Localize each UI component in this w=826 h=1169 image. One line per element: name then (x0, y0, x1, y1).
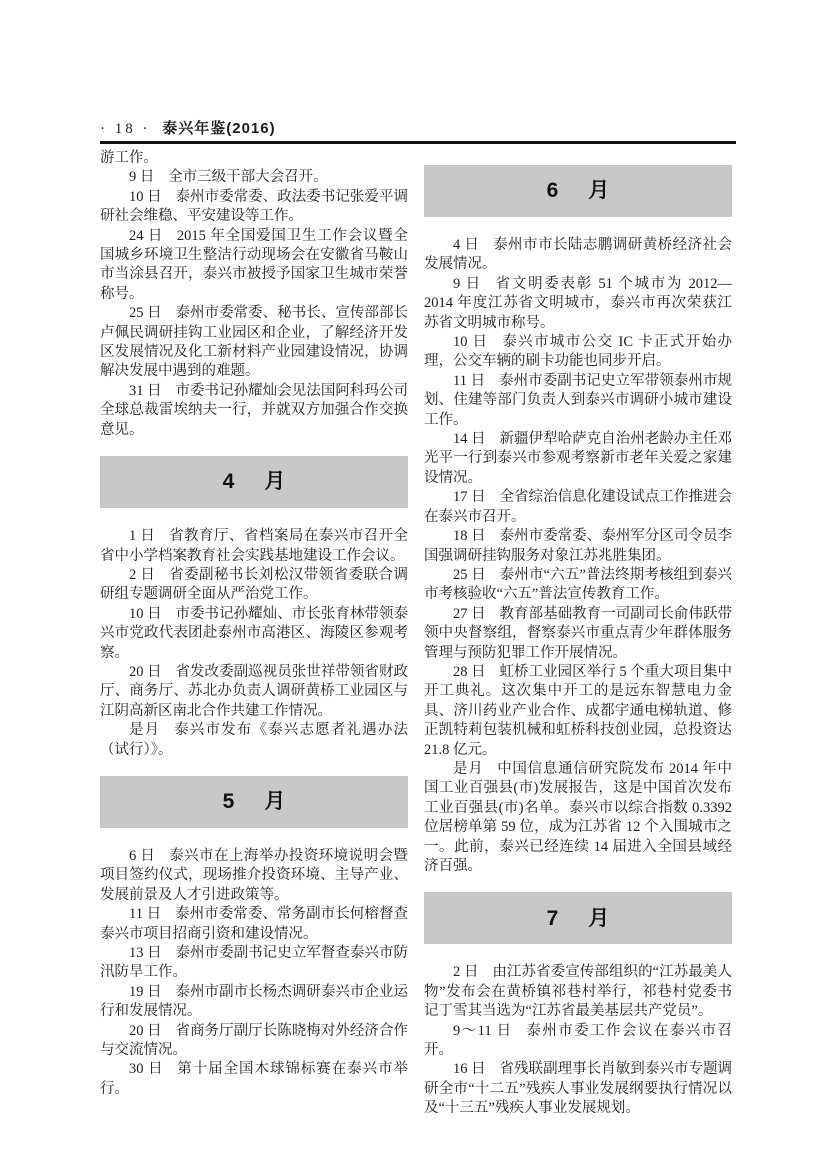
entry-text: 省委副秘书长刘松汉带领省委联合调研组专题调研全面从严治党工作。 (100, 566, 409, 603)
entry-paragraph (100, 527, 408, 566)
entry-date: 25 日 (129, 305, 162, 322)
entry-text: 省残联副理事长肖敏到泰兴市专题调研全市“十二五”残疾人事业发展纲要执行情况以及“十三五”残疾人事业发展规划。 (424, 1061, 733, 1117)
entry-paragraph (100, 227, 408, 305)
entry-text: 泰州市“六五”普法终期考核组到泰兴市考核验收“六五”普法宣传教育工作。 (424, 566, 732, 603)
month-number: 6 (546, 179, 559, 203)
content-columns (100, 149, 732, 1119)
entry-date: 11 日 (129, 906, 162, 923)
entry-date: 是月 (129, 722, 161, 739)
entry-text: 2015 年全国爱国卫生工作会议暨全国城乡环境卫生整洁行动现场会在安徽省马鞍山市当涂县召开，泰兴市被授予国家卫生城市荣誉称号。 (100, 227, 408, 302)
entry-date: 16 日 (453, 1061, 486, 1078)
month-heading (424, 165, 732, 217)
entry-paragraph (100, 168, 408, 187)
entry-paragraph (100, 983, 408, 1022)
entry-paragraph (424, 430, 732, 488)
entry-paragraph (100, 605, 408, 663)
entry-paragraph (424, 566, 732, 605)
entry-date: 10 日 (129, 188, 162, 205)
entry-paragraph (100, 304, 408, 382)
month-number: 4 (222, 470, 235, 494)
entry-paragraph (424, 605, 732, 663)
entry-paragraph (424, 663, 732, 760)
entry-paragraph (100, 905, 408, 944)
entry-paragraph (424, 1060, 732, 1118)
entry-paragraph (100, 721, 408, 760)
entry-text: 中国信息通信研究院发布 2014 年中国工业百强县(市)发展报告，这是中国首次发布工业百强县(市)名单。泰兴市以综合指数 0.3392 位居榜单第 59 位，成为江苏省 12 个入围城市之一。此前，泰兴已经连续 14 届进入全国县域经济百强。 (424, 760, 733, 874)
entry-text: 泰州市委副书记史立军带领泰州市规划、住建等部门负责人到泰兴市调研小城市建设工作。 (424, 372, 733, 428)
entry-paragraph (424, 963, 732, 1021)
entry-date: 17 日 (453, 489, 486, 506)
entry-date: 27 日 (453, 605, 486, 622)
entry-text: 泰州市副市长杨杰调研泰兴市企业运行和发展情况。 (100, 983, 409, 1020)
entry-date: 19 日 (129, 983, 162, 1000)
month-unit: 月 (264, 470, 286, 494)
month-heading (100, 776, 408, 828)
entry-date: 28 日 (453, 663, 486, 680)
entry-date: 11 日 (453, 372, 486, 389)
entry-date: 2 日 (453, 964, 479, 981)
entry-paragraph (100, 188, 408, 227)
month-heading (100, 456, 408, 508)
entry-date: 10 日 (129, 605, 162, 622)
entry-text: 省教育厅、省档案局在泰兴市召开全省中小学档案教育社会实践基地建设工作会议。 (100, 528, 409, 564)
entry-date: 是月 (453, 760, 484, 777)
left-column (100, 149, 408, 1099)
month-heading (424, 892, 732, 944)
entry-text: 游工作。 (100, 150, 158, 166)
entry-date: 20 日 (129, 1022, 162, 1039)
entry-date: 6 日 (129, 847, 156, 864)
entry-date: 18 日 (453, 528, 486, 545)
month-unit: 月 (588, 179, 610, 203)
entry-text: 泰兴市城市公交 IC 卡正式开始办理，公交车辆的刷卡功能也同步开启。 (424, 334, 733, 370)
entry-paragraph (100, 944, 408, 983)
entry-text: 教育部基础教育一司副司长俞伟跃带领中央督察组，督察泰兴市重点青少年群体服务管理与预防犯罪工作开展情况。 (424, 605, 733, 661)
entry-date: 1 日 (129, 528, 156, 545)
entry-text: 泰兴市发布《泰兴志愿者礼遇办法（试行）》。 (100, 722, 409, 758)
entry-text: 泰州市委常委、泰州军分区司令员李国强调研挂钩服务对象江苏兆胜集团。 (424, 528, 733, 564)
entry-text: 泰州市委副书记史立军督查泰兴市防汛防旱工作。 (100, 945, 409, 981)
entry-paragraph (424, 488, 732, 527)
entry-text: 市委书记孙耀灿会见法国阿科玛公司全球总裁雷埃纳夫一行，并就双方加强合作交换意见。 (100, 382, 409, 438)
header-rule (100, 141, 736, 144)
entry-text: 泰州市委工作会议在泰兴市召开。 (424, 1022, 732, 1059)
entry-paragraph (100, 1022, 408, 1061)
entry-date: 24 日 (129, 227, 164, 244)
entry-text: 全市三级干部大会召开。 (168, 169, 328, 186)
entry-text: 市委书记孙耀灿、市长张育林带领泰兴市党政代表团赴泰州市高港区、海陵区参观考察。 (100, 605, 409, 661)
entry-text: 省文明委表彰 51 个城市为 2012—2014 年度江苏省文明城市，泰兴市再次荣获江苏省文明城市称号。 (424, 275, 733, 331)
entry-paragraph (424, 236, 732, 275)
entry-date: 14 日 (453, 431, 486, 448)
entry-date: 9～11 日 (453, 1022, 513, 1039)
entry-date: 10 日 (453, 334, 489, 351)
entry-paragraph (424, 1022, 732, 1061)
entry-paragraph (100, 847, 408, 905)
page-header (100, 117, 276, 138)
entry-text: 泰州市委常委、政法委书记张爱平调研社会维稳、平安建设等工作。 (100, 188, 409, 225)
page-number: · 18 · (100, 121, 151, 137)
month-number: 5 (222, 790, 235, 814)
entry-date: 30 日 (129, 1061, 164, 1078)
entry-date: 31 日 (129, 382, 162, 399)
entry-paragraph (424, 527, 732, 566)
entry-paragraph (424, 372, 732, 430)
right-column (424, 149, 732, 1119)
entry-text: 第十届全国木球锦标赛在泰兴市举行。 (100, 1061, 409, 1097)
entry-text: 由江苏省委宣传部组织的“江苏最美人物”发布会在黄桥镇祁巷村举行，祁巷村党委书记丁雪其当选为“江苏省最美基层共产党员”。 (424, 964, 733, 1020)
entry-date: 13 日 (129, 945, 162, 961)
entry-text: 省发改委副巡视员张世祥带领省财政厅、商务厅、苏北办负责人调研黄桥工业园区与江阴高新区南北合作共建工作情况。 (100, 663, 409, 719)
month-number: 7 (546, 906, 559, 930)
entry-date: 4 日 (453, 237, 480, 253)
entry-paragraph (424, 333, 732, 372)
entry-paragraph (100, 566, 408, 605)
entry-date: 25 日 (453, 566, 486, 583)
entry-paragraph (424, 760, 732, 876)
entry-paragraph (424, 275, 732, 333)
entry-date: 9 日 (453, 275, 482, 292)
entry-date: 20 日 (129, 663, 162, 680)
entry-date: 9 日 (129, 169, 155, 186)
entry-text: 泰州市委常委、常务副市长何榕督查泰兴市项目招商引资和建设情况。 (100, 906, 409, 942)
entry-text: 虹桥工业园区举行 5 个重大项目集中开工典礼。这次集中开工的是远东智慧电力金具、济川药业产业合作、成都宇通电梯轨道、修正凯特莉包装机械和虹桥科技创业园，总投资达 21.8 亿元。 (424, 663, 733, 758)
entry-text: 泰州市市长陆志鹏调研黄桥经济社会发展情况。 (424, 237, 733, 273)
book-title: 泰兴年鉴(2016) (162, 120, 276, 137)
entry-paragraph (100, 663, 408, 721)
month-unit: 月 (588, 906, 610, 930)
month-unit: 月 (264, 790, 286, 814)
entry-paragraph (100, 382, 408, 440)
entry-text: 泰兴市在上海举办投资环境说明会暨项目签约仪式，现场推介投资环境、主导产业、发展前景及人才引进政策等。 (100, 847, 409, 903)
entry-text: 泰州市委常委、秘书长、宣传部部长卢佩民调研挂钩工业园区和企业，了解经济开发区发展情况及化工新材料产业园建设情况，协调解决发展中遇到的难题。 (100, 305, 409, 380)
entry-text: 全省综治信息化建设试点工作推进会在泰兴市召开。 (424, 489, 733, 525)
entry-paragraph (100, 1060, 408, 1099)
entry-date: 2 日 (129, 566, 156, 583)
entry-text: 新疆伊犁哈萨克自治州老龄办主任邓光平一行到泰兴市参观考察新市老年关爱之家建设情况。 (424, 431, 733, 486)
entry-text: 省商务厅副厅长陈晓梅对外经济合作与交流情况。 (100, 1022, 409, 1059)
continuation-paragraph (100, 149, 408, 168)
